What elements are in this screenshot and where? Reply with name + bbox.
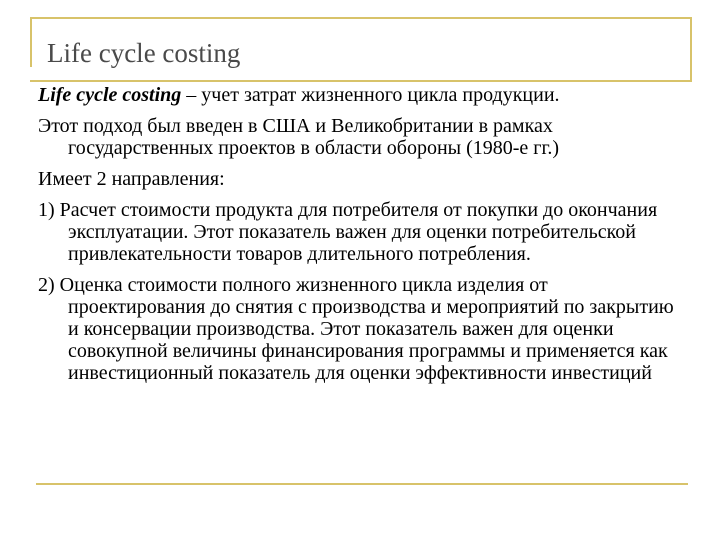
title-divider xyxy=(30,80,692,82)
slide-title: Life cycle costing xyxy=(47,38,241,68)
directions-intro-paragraph: Имеет 2 направления: xyxy=(38,168,225,190)
definition-term: Life cycle costing xyxy=(38,84,182,106)
direction-2-paragraph: 2) Оценка стоимости полного жизненного цикла изделия от проектирования до снятия с производства и мероприятий по закрытию и консервации производства. Этот показатель важен для оценки совокупной величины финансирования программы и применяется как инвестиционный показатель для оценки эффективности инвестиций xyxy=(38,274,674,384)
frame-top-line xyxy=(30,17,692,19)
slide-body xyxy=(38,84,688,393)
definition-paragraph xyxy=(38,84,688,106)
frame-left-line xyxy=(30,17,32,67)
direction-1-paragraph: 1) Расчет стоимости продукта для потребителя от покупки до окончания эксплуатации. Этот показатель важен для оценки потребительской привлекательности товаров длительного потребления. xyxy=(38,199,658,265)
bottom-divider xyxy=(36,483,688,485)
definition-text: – учет затрат жизненного цикла продукции. xyxy=(181,84,560,106)
origin-paragraph: Этот подход был введен в США и Великобритании в рамках государственных проектов в области обороны (1980-е гг.) xyxy=(38,115,560,159)
frame-right-line xyxy=(690,17,692,81)
